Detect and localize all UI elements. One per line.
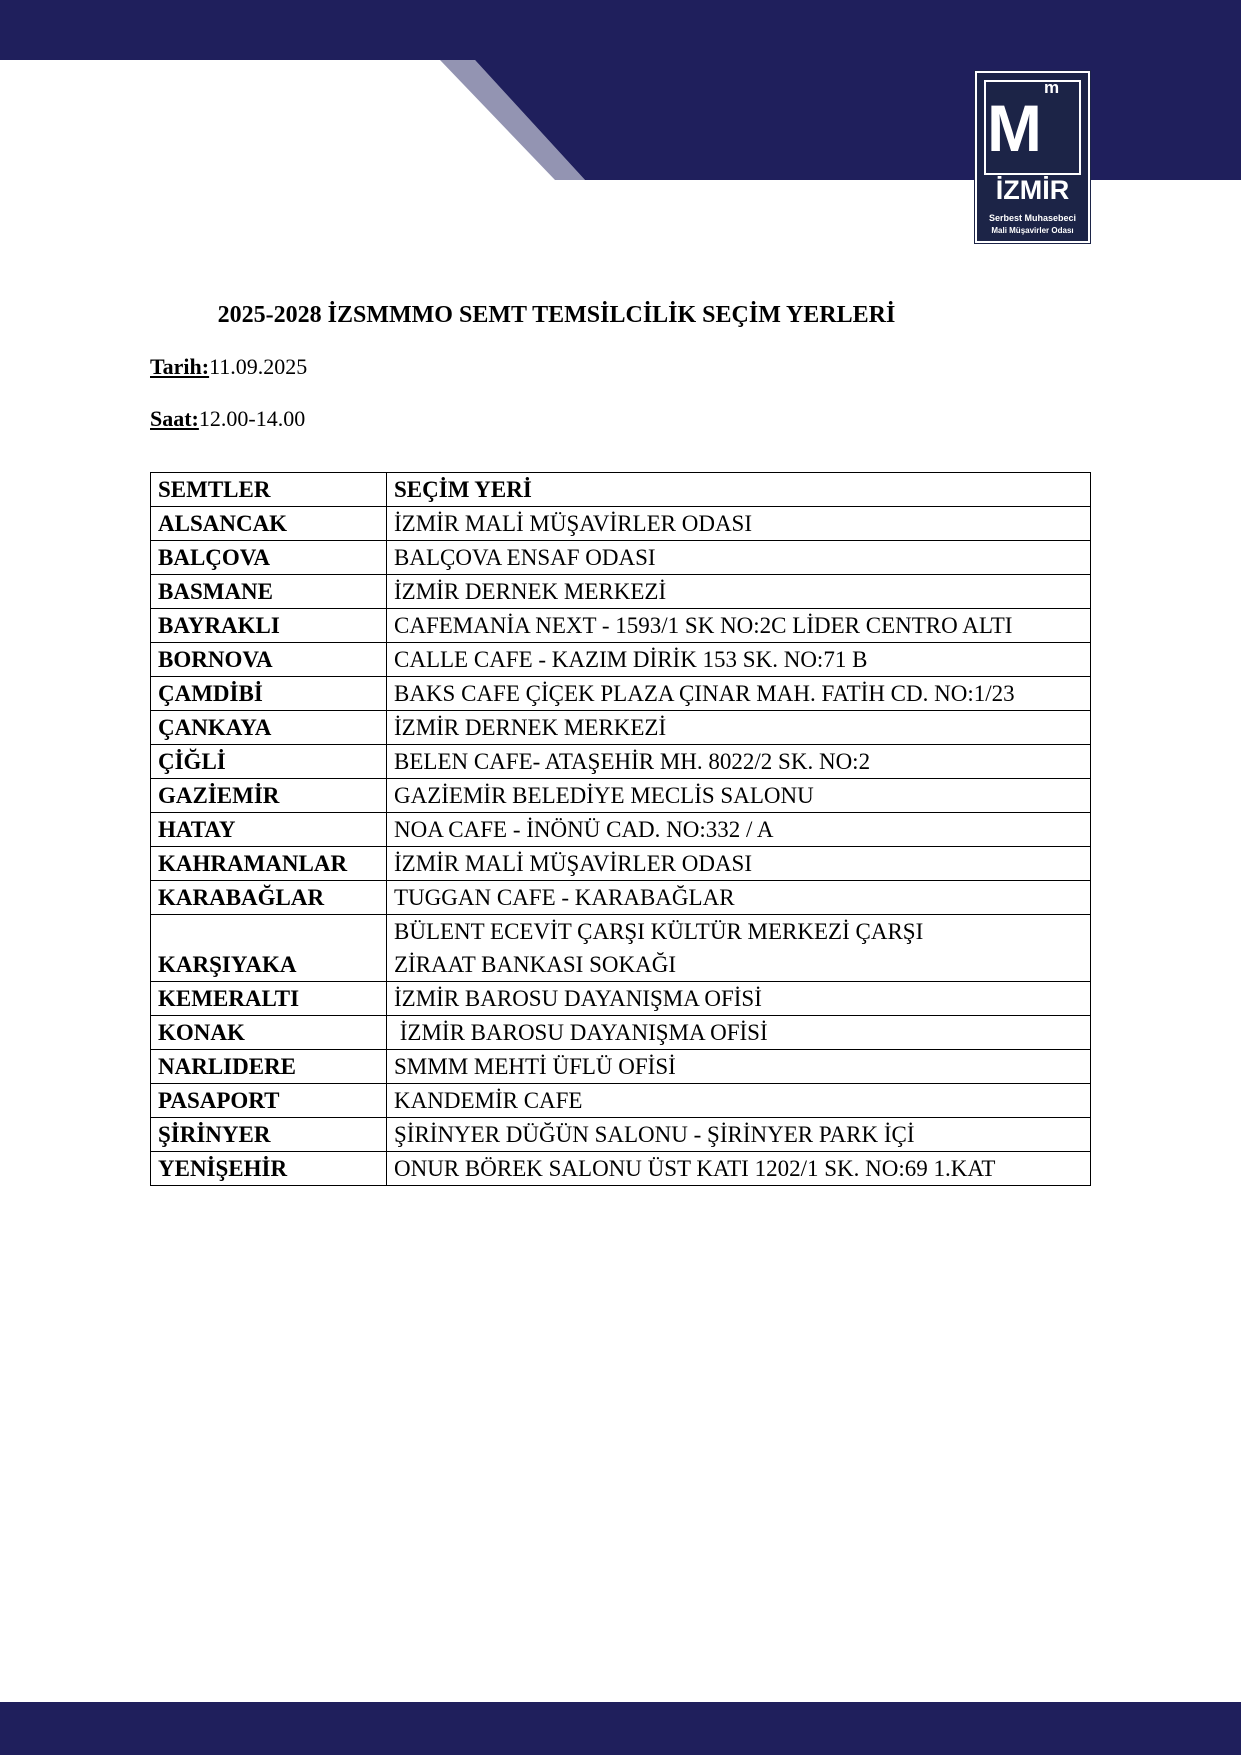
- logo-mark: M: [987, 91, 1042, 165]
- place-cell: SMMM MEHTİ ÜFLÜ OFİSİ: [387, 1050, 1091, 1084]
- place-cell: ŞİRİNYER DÜĞÜN SALONU - ŞİRİNYER PARK İÇİ: [387, 1118, 1091, 1152]
- table-row: [151, 643, 1091, 677]
- election-time: [150, 405, 305, 433]
- table-row: [151, 1118, 1091, 1152]
- table-row: [151, 609, 1091, 643]
- logo-city: İZMİR: [995, 175, 1070, 205]
- table-header-row: [151, 473, 1091, 507]
- table-row: [151, 541, 1091, 575]
- election-date: [150, 353, 307, 381]
- district-cell: BASMANE: [151, 575, 387, 609]
- logo-line-2: Mali Müşavirler Odası: [991, 226, 1074, 235]
- table-row: [151, 915, 1091, 982]
- district-cell: ÇİĞLİ: [151, 745, 387, 779]
- place-cell: İZMİR DERNEK MERKEZİ: [387, 575, 1091, 609]
- place-cell: CALLE CAFE - KAZIM DİRİK 153 SK. NO:71 B: [387, 643, 1091, 677]
- header-districts: SEMTLER: [151, 473, 387, 507]
- organization-logo: [975, 71, 1090, 243]
- place-cell: İZMİR BAROSU DAYANIŞMA OFİSİ: [387, 1016, 1091, 1050]
- table-row: [151, 779, 1091, 813]
- district-cell: KARABAĞLAR: [151, 881, 387, 915]
- district-cell: YENİŞEHİR: [151, 1152, 387, 1186]
- table-row: [151, 677, 1091, 711]
- logo-mark-superscript: m: [1044, 78, 1060, 97]
- time-label: Saat:: [150, 406, 199, 431]
- logo-line-1: Serbest Muhasebeci: [988, 213, 1077, 223]
- table-row: [151, 711, 1091, 745]
- place-cell: TUGGAN CAFE - KARABAĞLAR: [387, 881, 1091, 915]
- table-row: [151, 1084, 1091, 1118]
- place-cell: İZMİR DERNEK MERKEZİ: [387, 711, 1091, 745]
- place-cell: ONUR BÖREK SALONU ÜST KATI 1202/1 SK. NO:69 1.KAT: [387, 1152, 1091, 1186]
- place-cell: İZMİR BAROSU DAYANIŞMA OFİSİ: [387, 982, 1091, 1016]
- district-cell: BORNOVA: [151, 643, 387, 677]
- district-cell: KONAK: [151, 1016, 387, 1050]
- header-band-strip: [0, 0, 410, 60]
- time-value: 12.00-14.00: [198, 406, 306, 431]
- footer-band: [0, 1702, 1241, 1755]
- place-cell: BELEN CAFE- ATAŞEHİR MH. 8022/2 SK. NO:2: [387, 745, 1091, 779]
- table-row: [151, 1016, 1091, 1050]
- district-cell: KARŞIYAKA: [151, 915, 387, 982]
- place-cell: BALÇOVA ENSAF ODASI: [387, 541, 1091, 575]
- date-label: Tarih:: [150, 354, 210, 379]
- place-cell: NOA CAFE - İNÖNÜ CAD. NO:332 / A: [387, 813, 1091, 847]
- place-line-2: ZİRAAT BANKASI SOKAĞI: [394, 952, 676, 977]
- place-cell: CAFEMANİA NEXT - 1593/1 SK NO:2C LİDER CENTRO ALTI: [387, 609, 1091, 643]
- election-places-table: [150, 472, 1091, 1186]
- place-line-1: BÜLENT ECEVİT ÇARŞI KÜLTÜR MERKEZİ ÇARŞI: [394, 919, 924, 944]
- document-title-text: 2025-2028 İZSMMMO SEMT TEMSİLCİLİK SEÇİM YERLERİ: [217, 302, 896, 328]
- table-row: [151, 847, 1091, 881]
- district-cell: GAZİEMİR: [151, 779, 387, 813]
- district-cell: KAHRAMANLAR: [151, 847, 387, 881]
- header-election-place: SEÇİM YERİ: [387, 473, 1091, 507]
- table-row: [151, 507, 1091, 541]
- table-row: [151, 745, 1091, 779]
- district-cell: PASAPORT: [151, 1084, 387, 1118]
- document-title: [0, 300, 1241, 330]
- place-cell: [387, 915, 1091, 982]
- table-row: [151, 982, 1091, 1016]
- table-row: [151, 813, 1091, 847]
- district-cell: HATAY: [151, 813, 387, 847]
- district-cell: ÇANKAYA: [151, 711, 387, 745]
- place-cell: BAKS CAFE ÇİÇEK PLAZA ÇINAR MAH. FATİH CD. NO:1/23: [387, 677, 1091, 711]
- district-cell: ŞİRİNYER: [151, 1118, 387, 1152]
- date-value: 11.09.2025: [209, 354, 308, 379]
- district-cell: ÇAMDİBİ: [151, 677, 387, 711]
- table-row: [151, 1050, 1091, 1084]
- table-row: [151, 1152, 1091, 1186]
- district-cell: KEMERALTI: [151, 982, 387, 1016]
- table-row: [151, 575, 1091, 609]
- place-cell: KANDEMİR CAFE: [387, 1084, 1091, 1118]
- place-cell: GAZİEMİR BELEDİYE MECLİS SALONU: [387, 779, 1091, 813]
- place-cell: İZMİR MALİ MÜŞAVİRLER ODASI: [387, 507, 1091, 541]
- place-cell: İZMİR MALİ MÜŞAVİRLER ODASI: [387, 847, 1091, 881]
- district-cell: NARLIDERE: [151, 1050, 387, 1084]
- table-row: [151, 881, 1091, 915]
- district-cell: BAYRAKLI: [151, 609, 387, 643]
- district-cell: BALÇOVA: [151, 541, 387, 575]
- district-cell: ALSANCAK: [151, 507, 387, 541]
